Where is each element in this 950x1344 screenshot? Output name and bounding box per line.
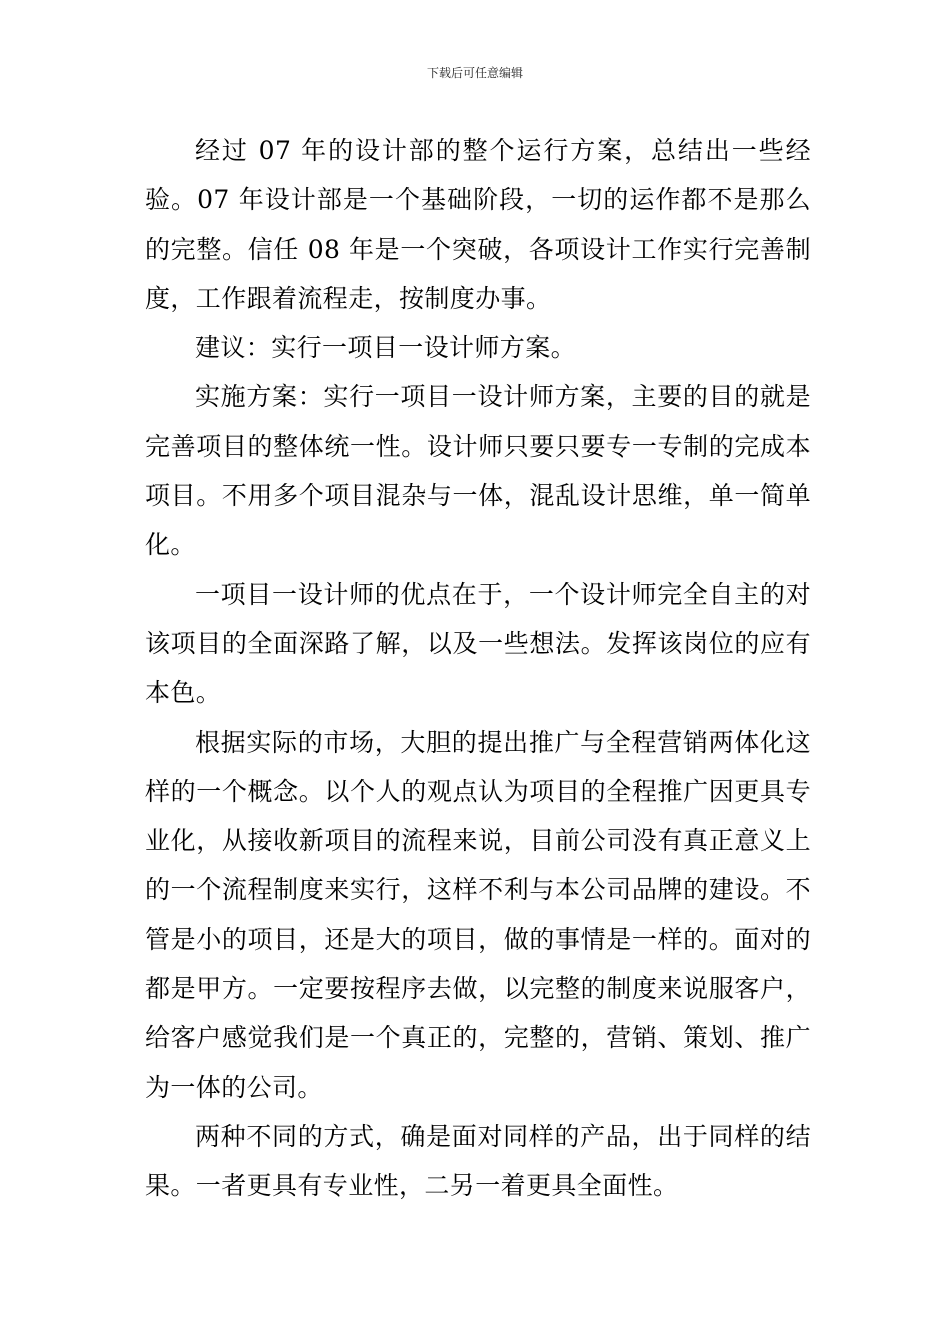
paragraph-implementation: 实施方案：实行一项目一设计师方案，主要的目的就是完善项目的整体统一性。设计师只要只要专一专制的完成本项目。不用多个项目混杂与一体，混乱设计思维，单一简单化。 [145,382,811,560]
paragraph-market-concept: 根据实际的市场，大胆的提出推广与全程营销两体化这样的一个概念。以个人的观点认为项目的全程推广因更具专业化，从接收新项目的流程来说，目前公司没有真正意义上的一个流程制度来实行，这样不利与本公司品牌的建设。不管是小的项目，还是大的项目，做的事情是一样的。面对的都是甲方。一定要按程序去做，以完整的制度来说服客户，给客户感觉我们是一个真正的，完整的，营销、策划、推广为一体的公司。 [145,727,811,1102]
paragraph-suggestion: 建议：实行一项目一设计师方案。 [195,333,577,363]
paragraph-advantages: 一项目一设计师的优点在于，一个设计师完全自主的对该项目的全面深路了解，以及一些想法。发挥该岗位的应有本色。 [145,579,811,708]
paragraph-summary: 经过 07 年的设计部的整个运行方案，总结出一些经验。07 年设计部是一个基础阶段，一切的运作都不是那么的完整。信任 08 年是一个突破，各项设计工作实行完善制度，工作跟着流程走，按制度办事。 [145,136,811,313]
paragraph-conclusion: 两种不同的方式，确是面对同样的产品，出于同样的结果。一者更具有专业性，二另一着更具全面性。 [145,1121,811,1201]
document-body [145,126,811,1211]
page-header-note: 下载后可任意编辑 [426,66,523,80]
